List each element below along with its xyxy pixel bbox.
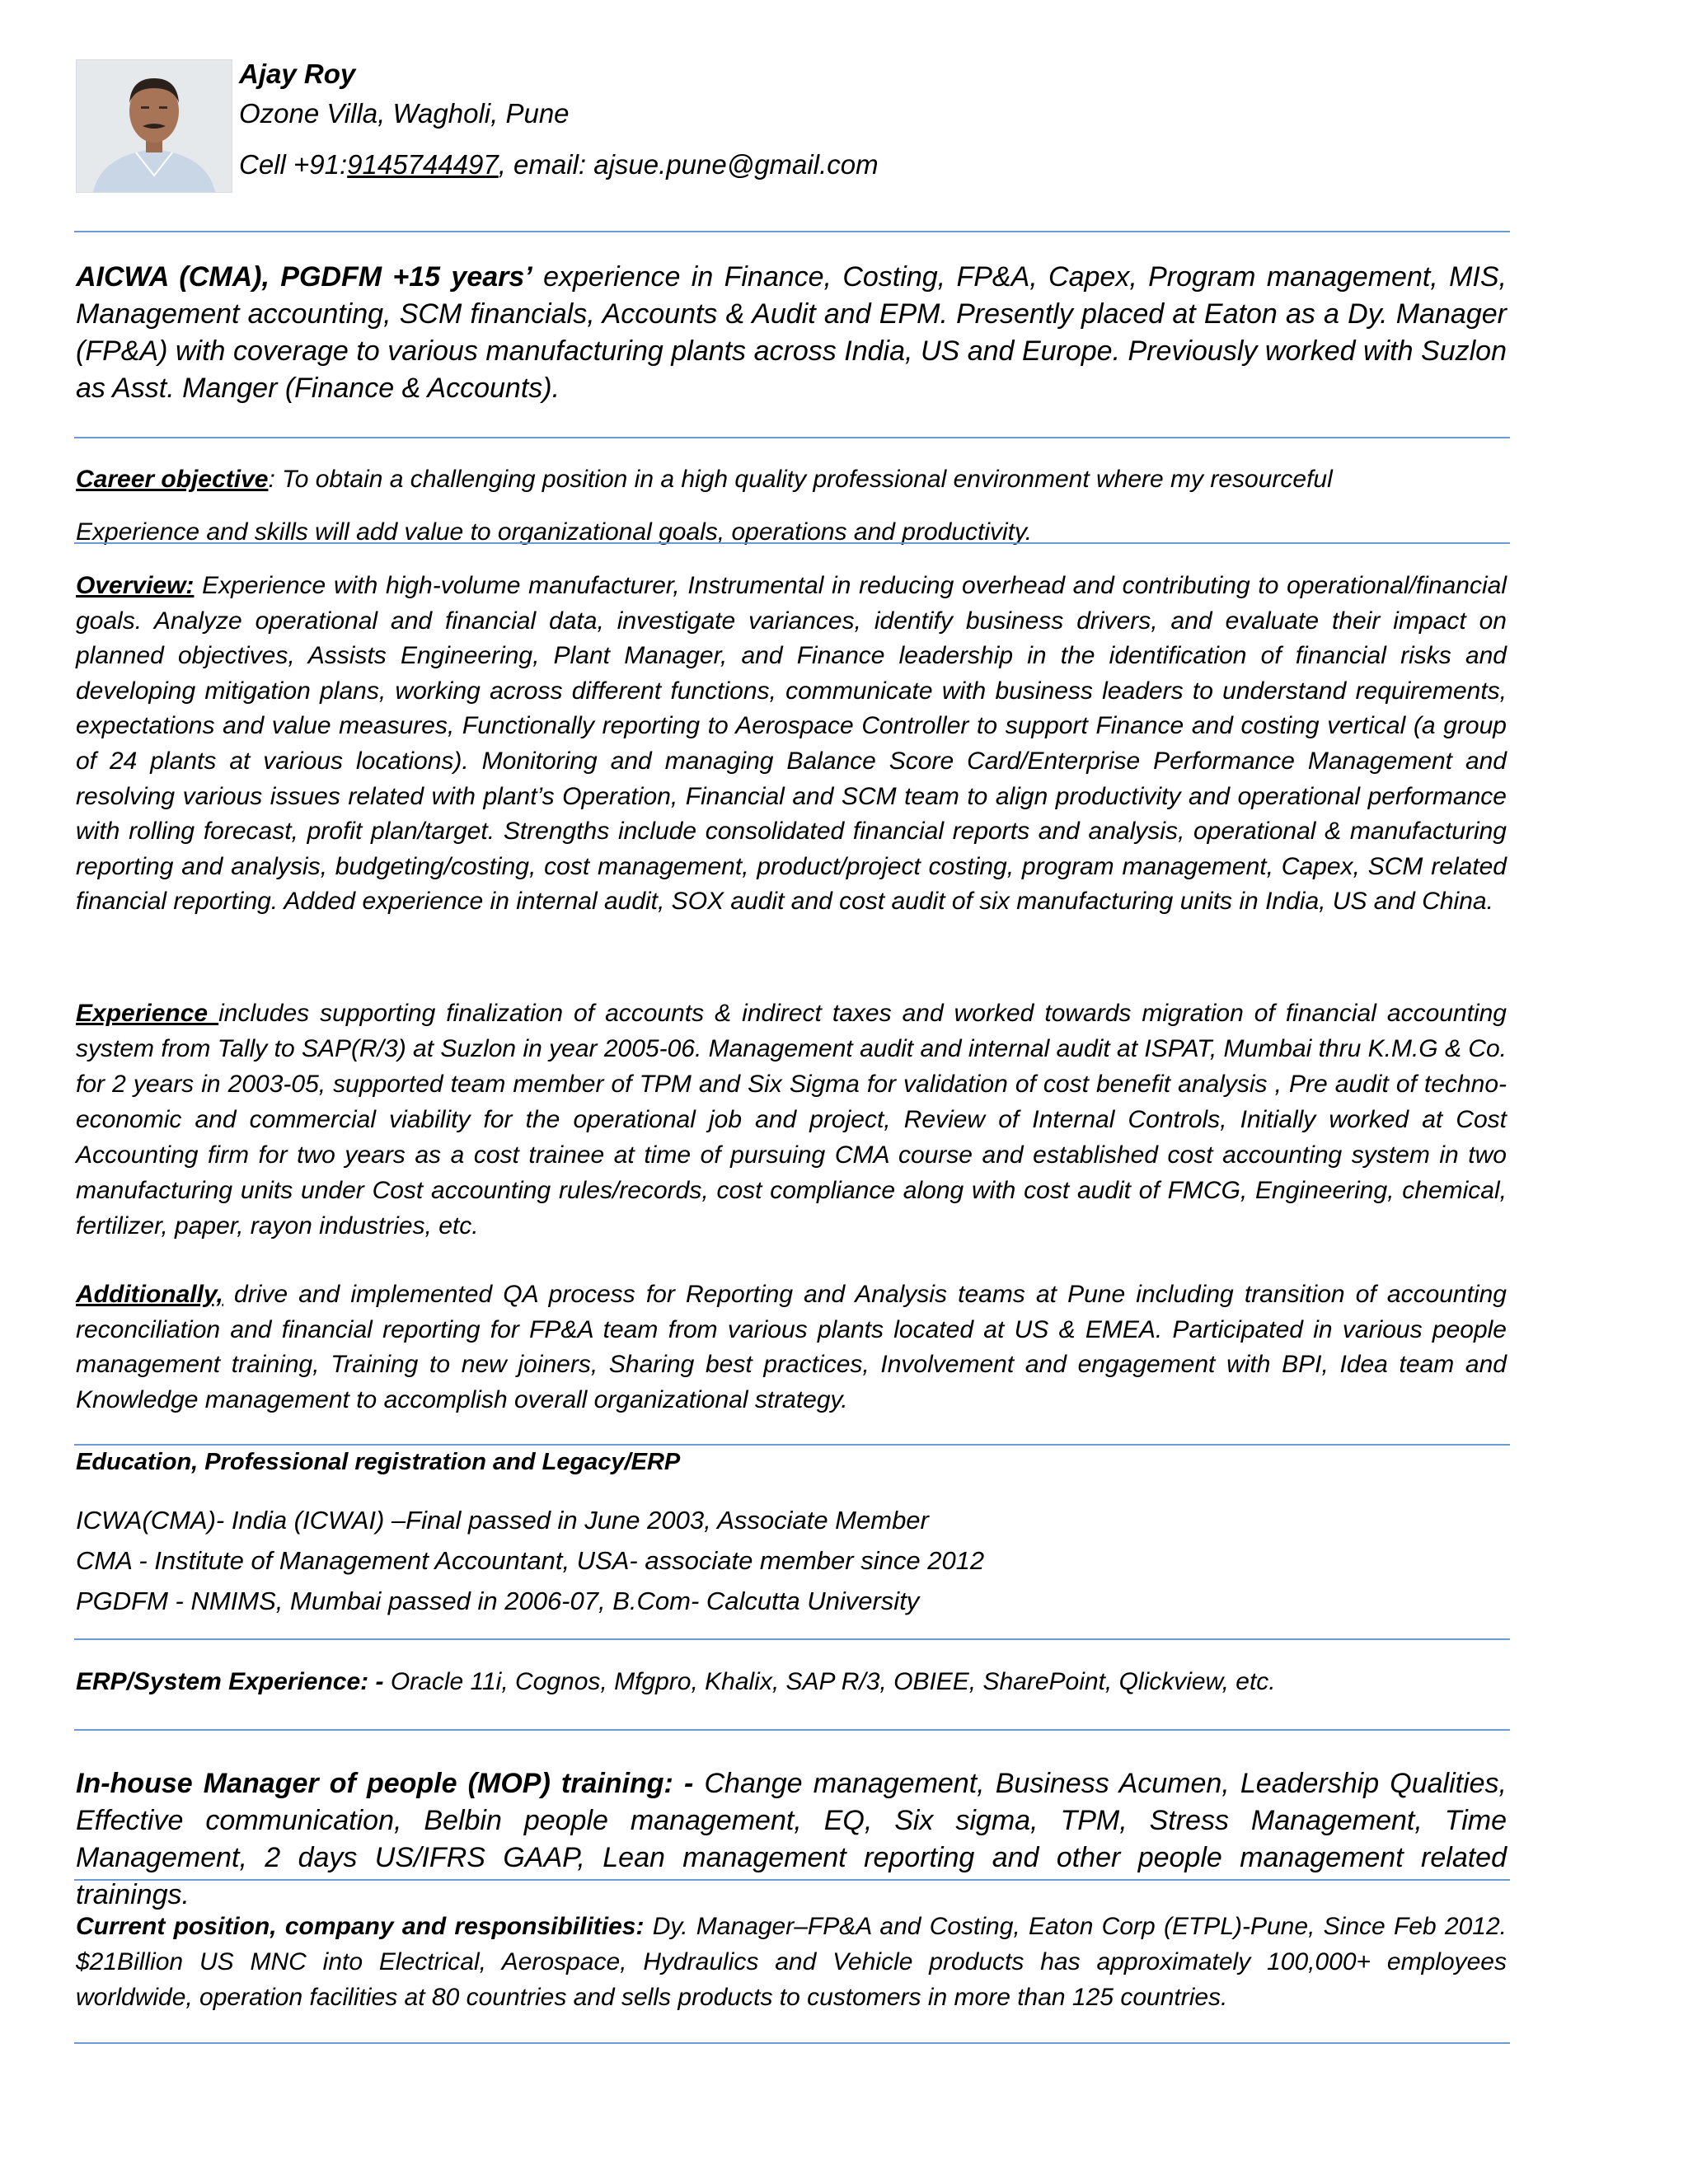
profile-photo bbox=[76, 59, 232, 193]
email-text: , email: ajsue.pune@gmail.com bbox=[498, 149, 879, 180]
erp-experience bbox=[76, 1668, 1507, 1696]
mop-text: Change management, Business Acumen, Leadership Qualities, Effective communication, Belbin people management, EQ, Six sigma, TPM, Stress Management, Time Management, 2 days US/IFRS GAAP, Lean management reporting and other people management related trainings. bbox=[76, 1768, 1507, 1910]
summary-lead: AICWA (CMA), PGDFM +15 years’ bbox=[76, 261, 532, 293]
career-objective-line1: : To obtain a challenging position in a high quality professional environment where my resourceful bbox=[268, 466, 1333, 493]
career-objective-label: Career objective bbox=[76, 466, 269, 493]
mop-label: In-house Manager of people (MOP) training: - bbox=[76, 1768, 694, 1799]
overview-text: Experience with high-volume manufacturer, Instrumental in reducing overhead and contributing to operational/financial goals. Analyze operational and financial data, investigate variances, identify business drivers, and evaluate their impact on planned objectives, Assists Engineering, Plant Manager, and Finance leadership in the identification of financial risks and developing mitigation plans, working across different functions, communicate with business leaders to understand requirements, expectations and value measures, Functionally reporting to Aerospace Controller to support Finance and costing vertical (a group of 24 plants at various locations). Monitoring and managing Balance Score Card/Enterprise Performance Management and resolving various issues related with plant’s Operation, Financial and SCM team to align productivity and operational performance with rolling forecast, profit plan/target. Strengths include consolidated financial reports and analysis, operational & manufacturing reporting and analysis, budgeting/costing, cost management, product/project costing, program management, Capex, SCM related financial reporting. Added experience in internal audit, SOX audit and cost audit of six manufacturing units in India, US and China. bbox=[76, 572, 1507, 916]
education-item: PGDFM - NMIMS, Mumbai passed in 2006-07, B.Com- Calcutta University bbox=[76, 1586, 920, 1615]
summary-paragraph bbox=[76, 259, 1507, 407]
divider-rule bbox=[74, 542, 1510, 544]
erp-label: ERP/System Experience: - bbox=[76, 1668, 384, 1695]
candidate-name: Ajay Roy bbox=[239, 59, 356, 89]
additional-text: drive and implemented QA process for Reporting and Analysis teams at Pune including transition of accounting reconciliation and financial reporting for FP&A team from various plants located at US & EMEA. Participated in various people management training, Training to new joiners, Sharing best practices, Involvement and engagement with BPI, Idea team and Knowledge management to accomplish overall organizational strategy. bbox=[76, 1281, 1507, 1413]
current-position bbox=[76, 1909, 1507, 2015]
education-item: ICWA(CMA)- India (ICWAI) –Final passed in June 2003, Associate Member bbox=[76, 1506, 929, 1535]
education-heading: Education, Professional registration and Legacy/ERP bbox=[76, 1449, 681, 1475]
divider-rule bbox=[74, 1879, 1510, 1881]
contact-line bbox=[239, 148, 879, 181]
divider-rule bbox=[74, 1444, 1510, 1446]
experience-text: includes supporting finalization of accounts & indirect taxes and worked towards migration of financial accounting system from Tally to SAP(R/3) at Suzlon in year 2005-06. Management audit and internal audit at ISPAT, Mumbai thru K.M.G & Co. for 2 years in 2003-05, supported team member of TPM and Six Sigma for validation of cost benefit analysis , Pre audit of techno-economic and commercial viability for the operational job and project, Review of Internal Controls, Initially worked at Cost Accounting firm for two years as a cost trainee at time of pursuing CMA course and established cost accounting system in two manufacturing units under Cost accounting rules/records, cost compliance along with cost audit of FMCG, Engineering, chemical, fertilizer, paper, rayon industries, etc. bbox=[76, 1000, 1507, 1240]
career-objective-line2: Experience and skills will add value to organizational goals, operations and productivity. bbox=[76, 518, 1033, 546]
divider-rule bbox=[74, 1729, 1510, 1731]
divider-rule bbox=[74, 1638, 1510, 1640]
erp-text: Oracle 11i, Cognos, Mfgpro, Khalix, SAP R/3, OBIEE, SharePoint, Qlickview, etc. bbox=[383, 1668, 1276, 1695]
phone-link[interactable]: 9145744497 bbox=[347, 149, 499, 180]
education-list bbox=[76, 1500, 1507, 1621]
mop-training bbox=[76, 1765, 1507, 1914]
additional-label: Additionally, bbox=[76, 1281, 223, 1308]
current-label: Current position, company and responsibilities: bbox=[76, 1913, 645, 1940]
cell-prefix: Cell +91: bbox=[239, 149, 348, 180]
current-text: Dy. Manager–FP&A and Costing, Eaton Corp (ETPL)-Pune, Since Feb 2012. $21Billion US MNC into Electrical, Aerospace, Hydraulics and Vehicle products has approximately 100,000+ employees worldwide, operation facilities at 80 countries and sells products to customers in more than 125 countries. bbox=[76, 1913, 1507, 2011]
overview-paragraph bbox=[76, 569, 1507, 920]
divider-rule bbox=[74, 2042, 1510, 2044]
profile-photo-image bbox=[77, 60, 232, 192]
overview-label: Overview: bbox=[76, 572, 195, 599]
summary-text: experience in Finance, Costing, FP&A, Capex, Program management, MIS, Management accounting, SCM financials, Accounts & Audit and EPM. Presently placed at Eaton as a Dy. Manager (FP&A) with coverage to various manufacturing plants across India, US and Europe. Previously worked with Suzlon as Asst. Manger (Finance & Accounts). bbox=[76, 261, 1507, 404]
experience-paragraph bbox=[76, 996, 1507, 1244]
candidate-address: Ozone Villa, Wagholi, Pune bbox=[239, 98, 570, 129]
education-item: CMA - Institute of Management Accountant, USA- associate member since 2012 bbox=[76, 1546, 985, 1575]
divider-rule bbox=[74, 437, 1510, 438]
divider-rule bbox=[74, 231, 1510, 232]
experience-label: Experience bbox=[76, 1000, 219, 1027]
additional-paragraph bbox=[76, 1277, 1507, 1418]
